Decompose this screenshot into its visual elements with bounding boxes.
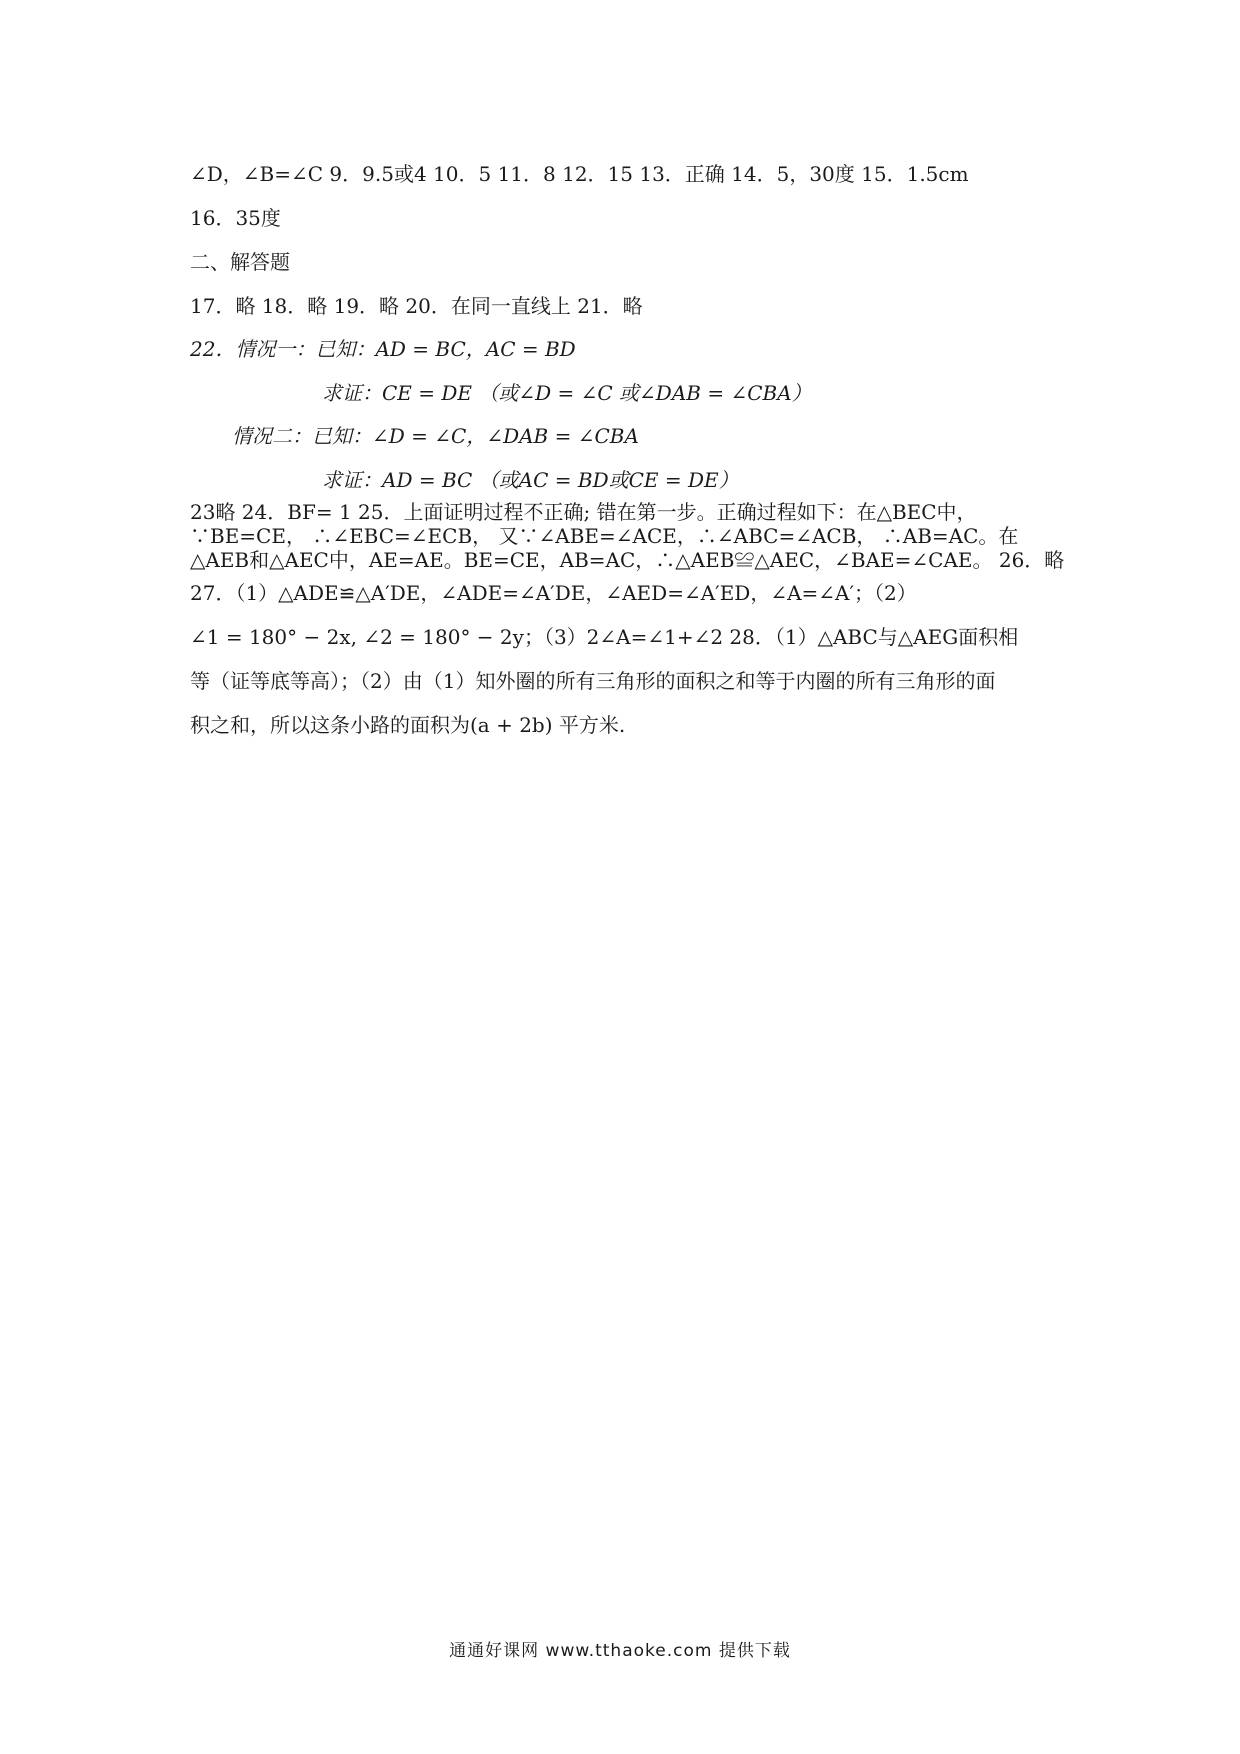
answer-paragraph-23-26: 23略 24．BF= 1 25．上面证明过程不正确; 错在第一步。正确过程如下：在△BEC中，∵BE=CE， ∴∠EBC=∠ECB， 又∵∠ABE=∠ACE，∴∠ABC=∠ACB， ∴AB=AC。在△AEB和△AEC中，AE=AE。BE=CE，AB=AC，∴△AEB≌△AEC，∠BAE=∠CAE。 26．略 <box>190 500 1065 572</box>
answer-22-case2-prove: 求证：AD = BC （或AC = BD或CE = DE） <box>322 468 739 492</box>
answer-22-case1-given: 22．情况一：已知：AD = BC，AC = BD <box>190 337 576 361</box>
answer-22-case1-prove: 求证：CE = DE （或∠D = ∠C 或∠DAB = ∠CBA） <box>322 381 812 405</box>
answer-line-fill-blanks: ∠D，∠B=∠C 9．9.5或4 10．5 11．8 12．15 13．正确 14．5，30度 15．1.5cm <box>190 162 969 186</box>
answer-line-28-end: 积之和，所以这条小路的面积为(a + 2b) 平方米. <box>190 713 626 737</box>
answer-line-27: 27．（1）△ADE≌△A′DE，∠ADE=∠A′DE，∠AED=∠A′ED，∠A=∠A′；（2） <box>190 581 917 605</box>
answer-line-27-28: ∠1 = 180° − 2x, ∠2 = 180° − 2y；（3）2∠A=∠1+∠2 28．（1）△ABC与△AEG面积相 <box>190 625 1019 649</box>
answer-line-17-21: 17．略 18．略 19．略 20．在同一直线上 21．略 <box>190 294 643 318</box>
answer-22-case2-given: 情况二：已知：∠D = ∠C，∠DAB = ∠CBA <box>232 424 639 448</box>
page-footer: 通通好课网 www.tthaoke.com 提供下载 <box>449 1641 791 1661</box>
answer-line-16: 16．35度 <box>190 206 281 230</box>
section-heading-solutions: 二、解答题 <box>190 250 290 274</box>
answer-line-28-cont: 等（证等底等高）；（2）由（1）知外圈的所有三角形的面积之和等于内圈的所有三角形的面 <box>190 669 996 693</box>
